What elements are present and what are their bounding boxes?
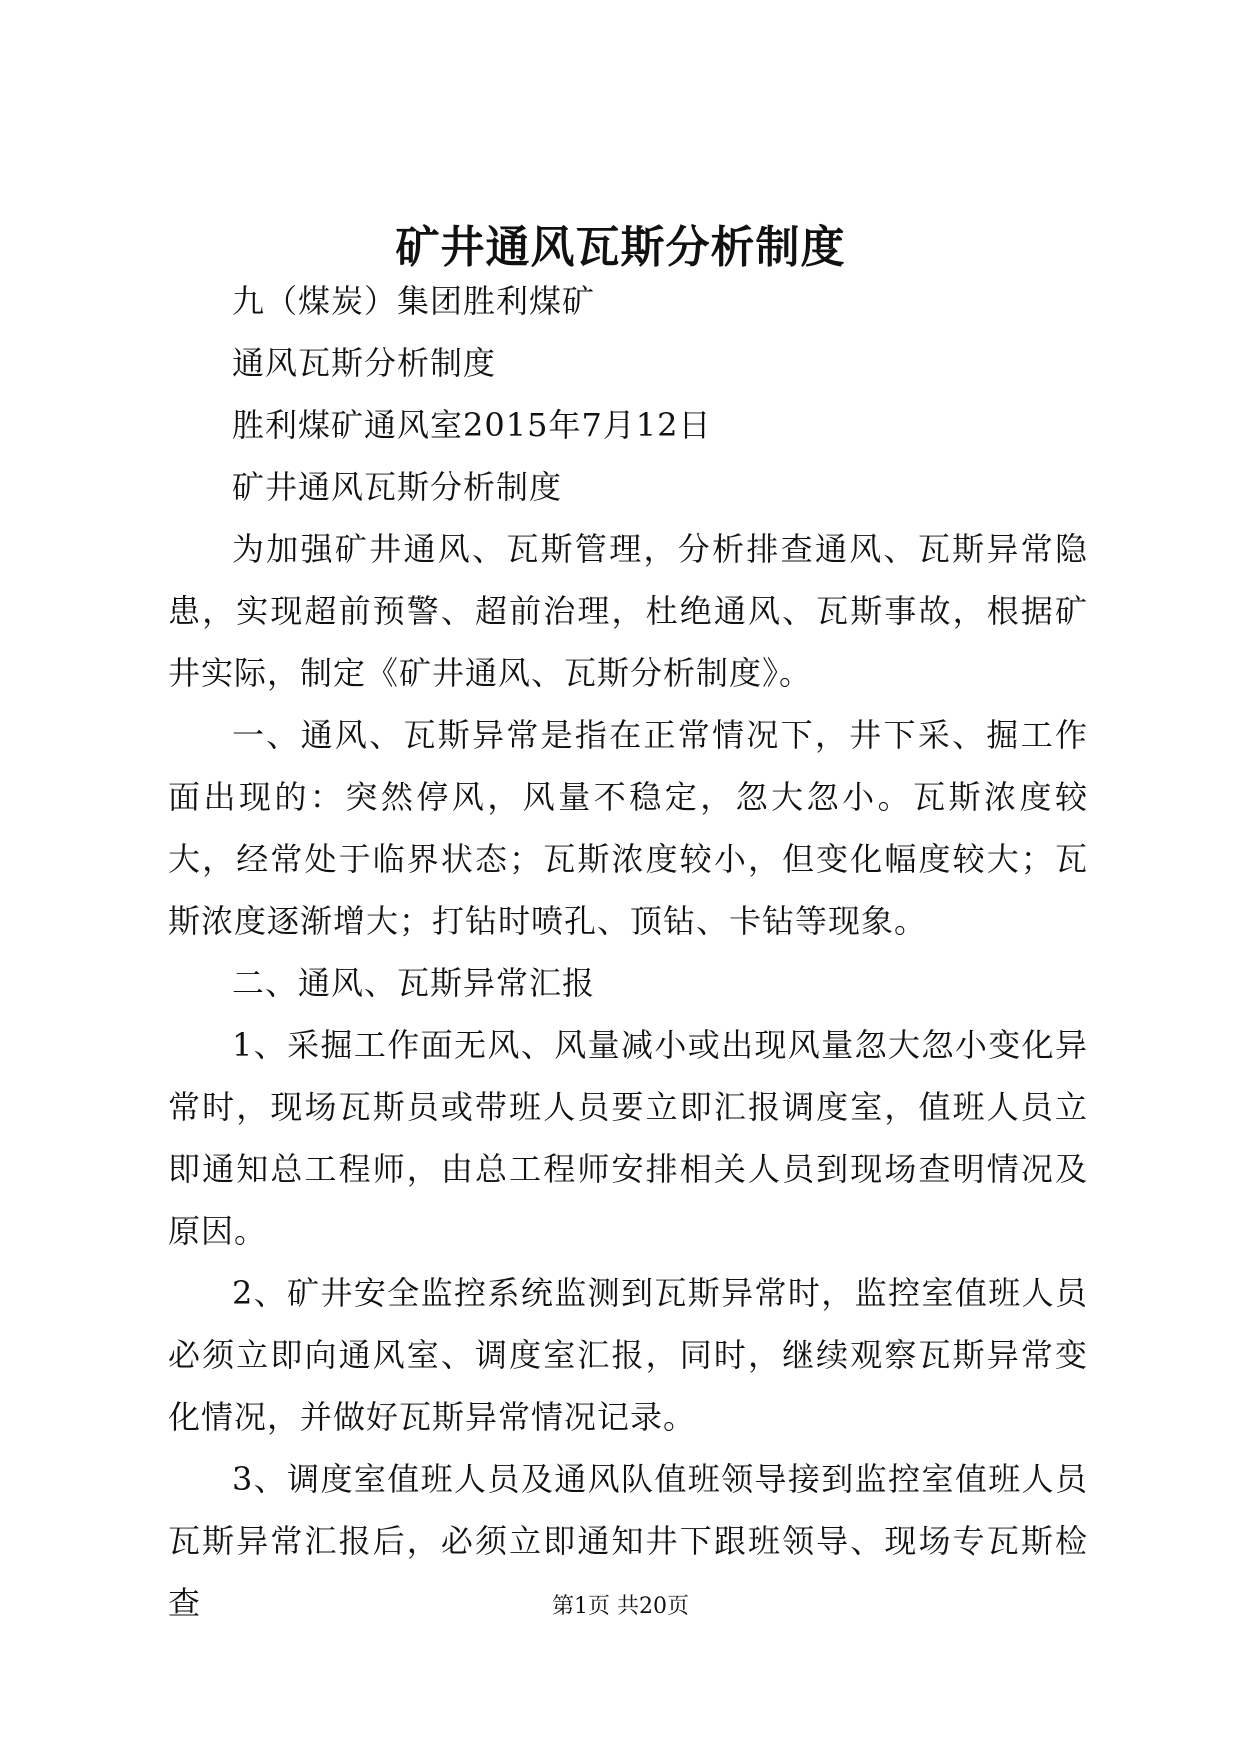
page-footer: 第1页 共20页	[552, 1594, 689, 1619]
document-title: 矿井通风瓦斯分析制度	[395, 222, 846, 273]
header-line-subject: 通风瓦斯分析制度	[232, 344, 497, 382]
paragraph-section-2-heading: 二、通风、瓦斯异常汇报	[232, 964, 596, 1002]
paragraph-item-3: 3、调度室值班人员及通风队值班领导接到监控室值班人员瓦斯异常汇报后，必须立即通知井下跟班领导、现场专瓦斯检查	[168, 1460, 1088, 1622]
document-body	[168, 270, 1088, 1634]
paragraph-intro: 为加强矿井通风、瓦斯管理，分析排查通风、瓦斯异常隐患，实现超前预警、超前治理，杜绝通风、瓦斯事故，根据矿井实际，制定《矿井通风、瓦斯分析制度》。	[168, 530, 1088, 692]
paragraph-item-1: 1、采掘工作面无风、风量减小或出现风量忽大忽小变化异常时，现场瓦斯员或带班人员要立即汇报调度室，值班人员立即通知总工程师，由总工程师安排相关人员到现场查明情况及原因。	[168, 1026, 1088, 1250]
header-line-company: 九（煤炭）集团胜利煤矿	[232, 282, 596, 320]
paragraph-item-2: 2、矿井安全监控系统监测到瓦斯异常时，监控室值班人员必须立即向通风室、调度室汇报，同时，继续观察瓦斯异常变化情况，并做好瓦斯异常情况记录。	[168, 1274, 1088, 1436]
header-line-author-date: 胜利煤矿通风室2015年7月12日	[232, 406, 712, 444]
paragraph-section-1: 一、通风、瓦斯异常是指在正常情况下，井下采、掘工作面出现的：突然停风，风量不稳定，忽大忽小。瓦斯浓度较大，经常处于临界状态；瓦斯浓度较小，但变化幅度较大；瓦斯浓度逐渐增大；打钻时喷孔、顶钻、卡钻等现象。	[168, 716, 1088, 940]
header-line-title: 矿井通风瓦斯分析制度	[232, 468, 563, 506]
